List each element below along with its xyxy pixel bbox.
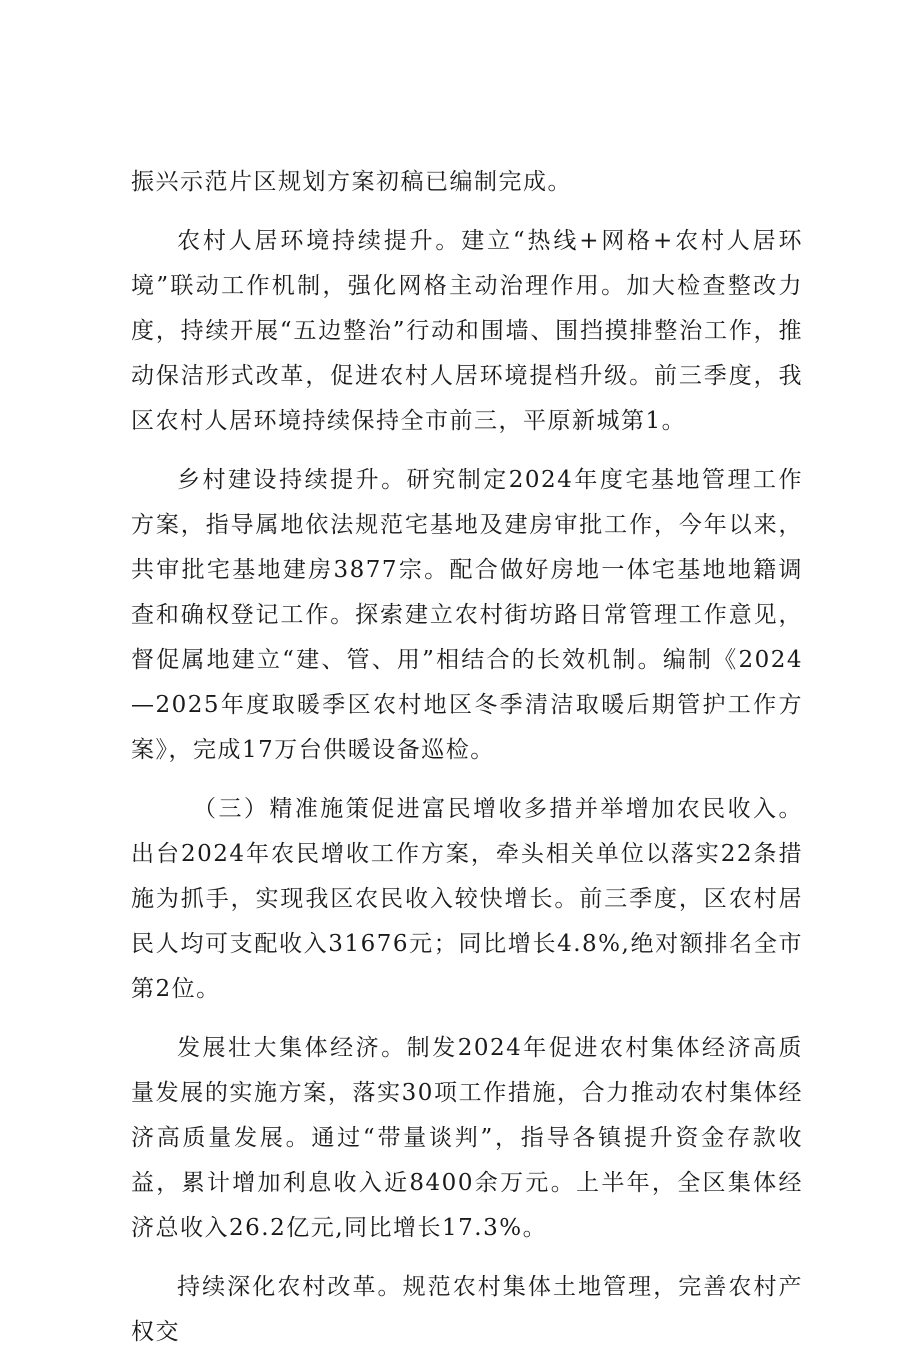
- paragraph-section-three-income: （三）精准施策促进富民增收多措并举增加农民收入。出台2024年农民增收工作方案，牵头相关单位以落实22条措施为抓手，实现我区农民收入较快增长。前三季度，区农村居民人均可支配收入31676元；同比增长4.8%,绝对额排名全市第2位。: [131, 796, 803, 1002]
- paragraph-rural-living-environment: 农村人居环境持续提升。建立“热线+网格+农村人居环境”联动工作机制，强化网格主动治理作用。加大检查整改力度，持续开展“五边整治”行动和围墙、围挡摸排整治工作，推动保洁形式改革，促进农村人居环境提档升级。前三季度，我区农村人居环境持续保持全市前三，平原新城第1。: [131, 228, 803, 434]
- paragraph-rural-reform: 持续深化农村改革。规范农村集体土地管理，完善农村产权交: [131, 1274, 803, 1345]
- document-body: [131, 160, 803, 1355]
- paragraph-rural-construction: 乡村建设持续提升。研究制定2024年度宅基地管理工作方案，指导属地依法规范宅基地及建房审批工作，今年以来，共审批宅基地建房3877宗。配合做好房地一体宅基地地籍调查和确权登记工作。探索建立农村街坊路日常管理工作意见，督促属地建立“建、管、用”相结合的长效机制。编制《2024—2025年度取暖季区农村地区冬季清洁取暖后期管护工作方案》，完成17万台供暖设备巡检。: [131, 467, 803, 763]
- paragraph-collective-economy: 发展壮大集体经济。制发2024年促进农村集体经济高质量发展的实施方案，落实30项工作措施，合力推动农村集体经济高质量发展。通过“带量谈判”，指导各镇提升资金存款收益，累计增加利息收入近8400余万元。上半年，全区集体经济总收入26.2亿元,同比增长17.3%。: [131, 1035, 803, 1241]
- paragraph-continuation: 振兴示范片区规划方案初稿已编制完成。: [131, 169, 572, 195]
